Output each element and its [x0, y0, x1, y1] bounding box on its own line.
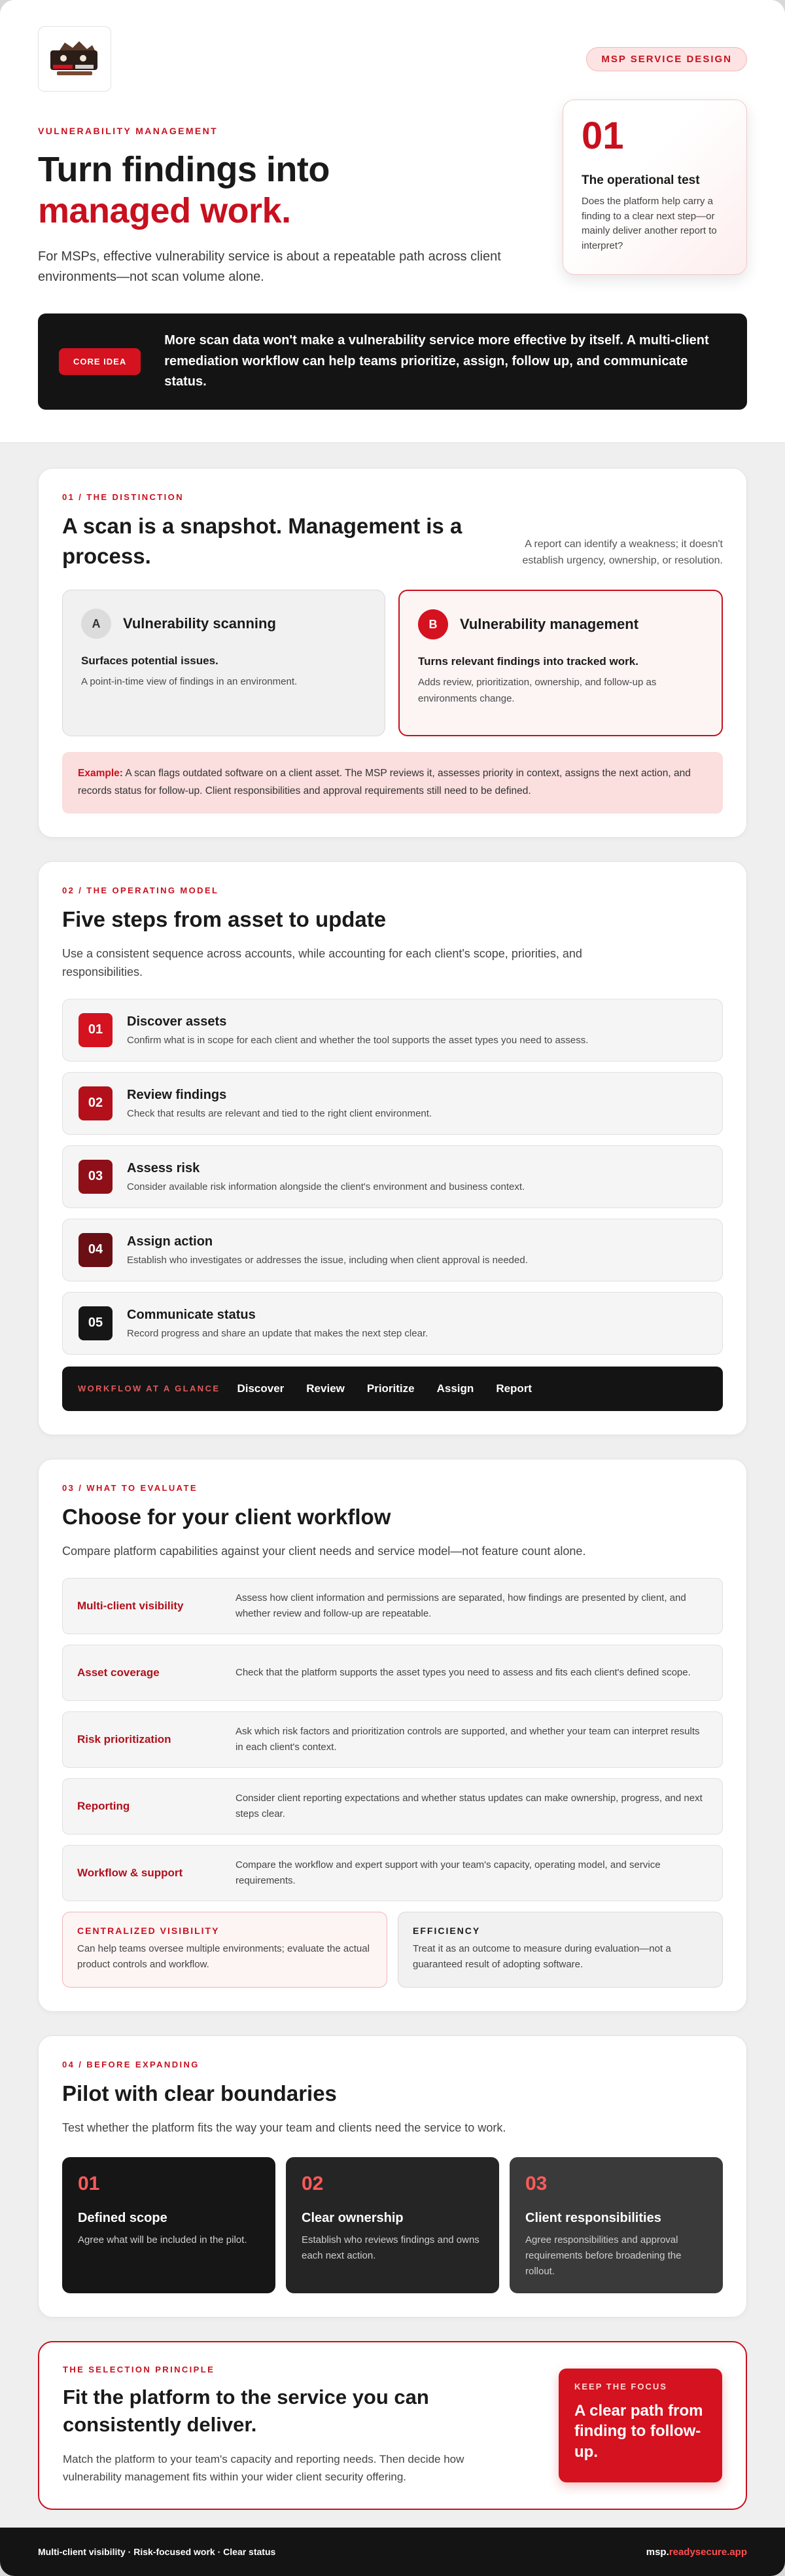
- eval-desc: Compare the workflow and expert support with your team's capacity, operating model, and service requirements.: [236, 1859, 661, 1886]
- step-title: Discover assets: [127, 1014, 227, 1029]
- eval-row-multi-client-visibility: [62, 1578, 723, 1634]
- footer-domain-prefix: msp.: [646, 2546, 669, 2558]
- service-design-badge: MSP SERVICE DESIGN: [586, 47, 747, 71]
- keep-the-focus-card: [559, 2369, 722, 2482]
- steps-list: [62, 999, 723, 1355]
- hero-title-line1: Turn findings into: [38, 150, 330, 189]
- step-body: [127, 1234, 528, 1266]
- eval-name: Workflow & support: [77, 1866, 183, 1879]
- step-desc: Establish who investigates or addresses the issue, including when client approval is needed.: [127, 1254, 528, 1266]
- hero-title-line2: managed work.: [38, 190, 291, 230]
- footer-tagline: Multi-client visibility · Risk-focused work · Clear status: [38, 2547, 276, 2557]
- eval-row-reporting: [62, 1778, 723, 1834]
- hero-title: [38, 149, 535, 231]
- distinction-header: [62, 502, 723, 571]
- pilot-card-title: Defined scope: [78, 2210, 167, 2225]
- step-desc: Check that results are relevant and tied to the right client environment.: [127, 1107, 432, 1119]
- step-desc: Record progress and share an update that makes the next step clear.: [127, 1327, 428, 1339]
- efficiency-label: EFFICIENCY: [413, 1925, 481, 1936]
- pilot-card-defined-scope: [62, 2157, 275, 2293]
- hero: [0, 0, 785, 443]
- step-title: Communicate status: [127, 1307, 256, 1322]
- core-idea-banner: [38, 313, 747, 410]
- step-assess-risk: [62, 1145, 723, 1208]
- footer-domain-link[interactable]: [646, 2547, 747, 2558]
- pilot-card-clear-ownership: [286, 2157, 499, 2293]
- pilot-number: 03: [525, 2172, 548, 2194]
- management-letter-badge: B: [418, 609, 448, 639]
- distinction-section: [38, 468, 747, 838]
- scanning-card: [62, 590, 385, 736]
- logo[interactable]: [38, 26, 111, 92]
- centralized-visibility-text: Can help teams oversee multiple environments; evaluate the actual product controls and workflow.: [77, 1942, 370, 1971]
- pilot-eyebrow: 04 / BEFORE EXPANDING: [62, 2059, 200, 2069]
- step-number: 04: [78, 1233, 113, 1267]
- pilot-cards: [62, 2157, 723, 2293]
- eval-name: Reporting: [77, 1799, 130, 1812]
- principle-text-block: [63, 2365, 521, 2486]
- operational-test-number: 01: [582, 115, 624, 157]
- step-number: 05: [78, 1306, 113, 1340]
- pilot-section: [38, 2035, 747, 2317]
- efficiency-note: [398, 1912, 723, 1988]
- operational-test-card: [563, 99, 747, 275]
- step-title: Review findings: [127, 1087, 227, 1102]
- step-review-findings: [62, 1072, 723, 1135]
- principle-eyebrow: THE SELECTION PRINCIPLE: [63, 2364, 215, 2374]
- step-desc: Consider available risk information alongside the client's environment and business context.: [127, 1181, 525, 1192]
- eval-desc: Consider client reporting expectations and whether status updates can make ownership, progress, and next steps clear.: [236, 1792, 703, 1819]
- step-body: [127, 1308, 428, 1339]
- scanning-card-title: Vulnerability scanning: [123, 615, 276, 632]
- operational-test-title: The operational test: [582, 173, 700, 187]
- step-number: 01: [78, 1013, 113, 1047]
- scanning-card-desc: A point-in-time view of findings in an environment.: [81, 676, 298, 688]
- step-title: Assign action: [127, 1234, 213, 1249]
- step-body: [127, 1014, 588, 1046]
- ready-secure-logo-icon: [46, 39, 103, 79]
- step-number: 03: [78, 1160, 113, 1194]
- sections: [0, 443, 785, 2510]
- eval-desc: Assess how client information and permissions are separated, how findings are presented by client, and whether review and follow-up are repeatable.: [236, 1592, 686, 1619]
- eval-row-workflow-support: [62, 1845, 723, 1901]
- distinction-note: A report can identify a weakness; it doesn't establish urgency, ownership, or resolution.: [522, 538, 723, 566]
- management-card: [398, 590, 723, 736]
- selection-principle-section: [38, 2341, 747, 2510]
- workflow-at-a-glance: [62, 1367, 723, 1411]
- evaluate-subtitle: Compare platform capabilities against your client needs and service model—not feature count alone.: [62, 1544, 586, 1558]
- eval-desc: Check that the platform supports the asset types you need to assess and fits each client's defined scope.: [236, 1666, 691, 1678]
- focus-label: KEEP THE FOCUS: [574, 2381, 667, 2391]
- eval-desc: Ask which risk factors and prioritization controls are supported, and whether your team can interpret results in each client's context.: [236, 1725, 700, 1753]
- glance-label: WORKFLOW AT A GLANCE: [78, 1384, 220, 1394]
- step-title: Assess risk: [127, 1160, 200, 1175]
- pilot-card-title: Client responsibilities: [525, 2210, 661, 2225]
- operating-subtitle: Use a consistent sequence across accounts, while accounting for each client's scope, priorities, and responsibilities.: [62, 946, 582, 978]
- glance-review: Review: [306, 1382, 345, 1395]
- management-card-lead: Turns relevant findings into tracked work.: [418, 655, 638, 668]
- top-bar: [38, 26, 747, 92]
- pilot-card-title: Clear ownership: [302, 2210, 404, 2225]
- footer: [0, 2528, 785, 2576]
- pilot-card-client-responsibilities: [510, 2157, 723, 2293]
- pilot-title: Pilot with clear boundaries: [62, 2081, 337, 2105]
- step-discover-assets: [62, 999, 723, 1062]
- glance-report: Report: [496, 1382, 532, 1395]
- centralized-visibility-note: [62, 1912, 387, 1988]
- focus-text: A clear path from finding to follow-up.: [574, 2401, 703, 2461]
- example-label: Example:: [78, 768, 123, 779]
- management-card-title: Vulnerability management: [460, 616, 639, 633]
- evaluation-notes: [62, 1912, 723, 1988]
- distinction-comparison: [62, 590, 723, 736]
- core-idea-text: More scan data won't make a vulnerability service more effective by itself. A multi-client remediation workflow can help teams prioritize, assign, follow up, and communicate status.: [164, 333, 709, 389]
- operating-title: Five steps from asset to update: [62, 906, 387, 931]
- glance-prioritize: Prioritize: [366, 1382, 415, 1395]
- glance-assign: Assign: [436, 1382, 474, 1395]
- pilot-card-desc: Agree responsibilities and approval requirements before broadening the rollout.: [525, 2234, 682, 2278]
- evaluation-list: [62, 1578, 723, 1901]
- pilot-card-desc: Agree what will be included in the pilot.: [78, 2234, 247, 2245]
- scanning-card-lead: Surfaces potential issues.: [81, 654, 218, 668]
- pilot-subtitle: Test whether the platform fits the way your team and clients need the service to work.: [62, 2120, 506, 2134]
- principle-title: Fit the platform to the service you can consistently deliver.: [63, 2385, 429, 2436]
- eval-name: Multi-client visibility: [77, 1599, 184, 1612]
- pilot-number: 02: [302, 2172, 324, 2194]
- operating-model-section: [38, 861, 747, 1435]
- pilot-number: 01: [78, 2172, 100, 2194]
- pilot-card-desc: Establish who reviews findings and owns each next action.: [302, 2234, 480, 2262]
- hero-subtitle: For MSPs, effective vulnerability service is about a repeatable path across client environments—not scan volume alone.: [38, 249, 501, 285]
- step-desc: Confirm what is in scope for each client and whether the tool supports the asset types you need to assess.: [127, 1034, 589, 1046]
- evaluate-eyebrow: 03 / WHAT TO EVALUATE: [62, 1482, 198, 1493]
- scanning-card-header: [81, 609, 366, 639]
- hero-main: [38, 97, 747, 287]
- scanning-letter-badge: A: [81, 609, 111, 639]
- evaluate-title: Choose for your client workflow: [62, 1504, 391, 1529]
- operational-test-text: Does the platform help carry a finding to a clear next step—or mainly deliver another report to interpret?: [582, 196, 717, 251]
- step-communicate-status: [62, 1292, 723, 1355]
- step-assign-action: [62, 1219, 723, 1281]
- distinction-eyebrow: 01 / THE DISTINCTION: [62, 492, 184, 503]
- centralized-visibility-label: CENTRALIZED VISIBILITY: [77, 1925, 220, 1936]
- eval-row-asset-coverage: [62, 1645, 723, 1701]
- hero-intro: [38, 97, 535, 287]
- example-text: A scan flags outdated software on a client asset. The MSP reviews it, assesses priority in context, assigns the next action, and records status for follow-up. Client responsibilities and approval requirements still need to be defined.: [78, 768, 691, 797]
- management-card-header: [418, 609, 703, 639]
- operating-eyebrow: 02 / THE OPERATING MODEL: [62, 885, 219, 895]
- step-body: [127, 1088, 432, 1119]
- eval-name: Asset coverage: [77, 1666, 160, 1679]
- example-callout: [62, 752, 723, 813]
- eval-row-risk-prioritization: [62, 1711, 723, 1768]
- step-body: [127, 1161, 525, 1192]
- eval-name: Risk prioritization: [77, 1732, 171, 1745]
- glance-discover: Discover: [237, 1382, 285, 1395]
- step-number: 02: [78, 1086, 113, 1120]
- distinction-title: A scan is a snapshot. Management is a process.: [62, 514, 462, 569]
- hero-eyebrow: VULNERABILITY MANAGEMENT: [38, 126, 218, 136]
- efficiency-text: Treat it as an outcome to measure during evaluation—not a guaranteed result of adopting software.: [413, 1942, 671, 1971]
- principle-subtitle: Match the platform to your team's capacity and reporting needs. Then decide how vulnerability management fits within your wider client security offering.: [63, 2452, 464, 2484]
- core-idea-button[interactable]: CORE IDEA: [59, 348, 141, 375]
- management-card-desc: Adds review, prioritization, ownership, and follow-up as environments change.: [418, 677, 657, 704]
- evaluate-section: [38, 1459, 747, 2012]
- footer-domain-accent: readysecure.app: [669, 2546, 747, 2558]
